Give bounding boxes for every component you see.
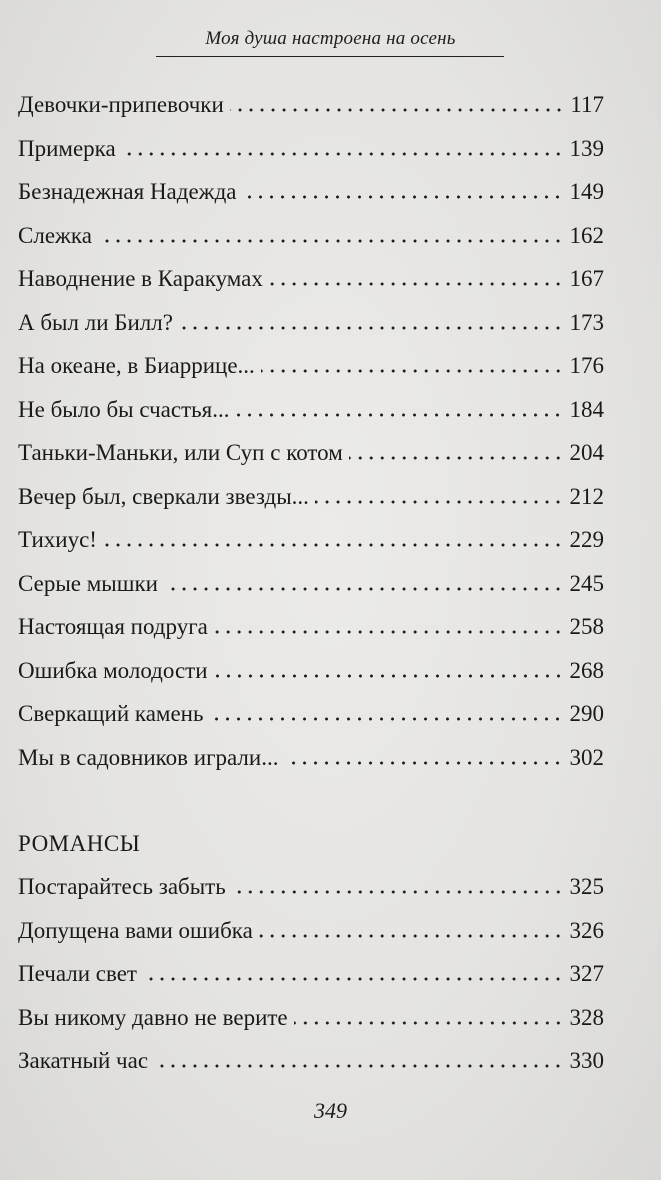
- toc-entry-title: Тихиус!: [18, 527, 97, 552]
- toc-entry-title: Примерка: [18, 135, 116, 161]
- dot-leader: [154, 1064, 563, 1068]
- toc-entry: [18, 692, 604, 736]
- dot-leader: [269, 282, 564, 286]
- dot-leader: [209, 717, 563, 721]
- toc-entry-title: На океане, в Биаррице...: [18, 353, 255, 378]
- toc-entry-page: 212: [569, 483, 604, 509]
- toc-entry-page: 268: [569, 657, 604, 683]
- toc-entry-title: Девочки-припевочки: [18, 92, 224, 117]
- dot-leader: [232, 890, 564, 894]
- dot-leader: [349, 456, 564, 460]
- toc-entry-title: Не было бы счастья...: [18, 396, 230, 422]
- toc-entry-title: Мы в садовников играли...: [18, 744, 279, 770]
- toc-entry-title: Настоящая подруга: [18, 614, 208, 639]
- toc-entry-title: А был ли Билл?: [18, 309, 173, 335]
- toc-entry-title: Таньки-Маньки, или Суп с котом: [18, 440, 343, 465]
- toc-entry-title: Допущена вами ошибка: [18, 917, 253, 943]
- toc-entry: [18, 996, 604, 1040]
- toc-entry-page: 290: [569, 701, 604, 726]
- toc-entry-page: 327: [569, 961, 604, 986]
- toc-entry: [18, 214, 604, 258]
- toc-entry: [18, 127, 604, 171]
- dot-leader: [315, 500, 564, 504]
- toc-entry-page: 176: [569, 353, 604, 378]
- toc-entry: [18, 170, 604, 214]
- dot-leader: [103, 543, 564, 547]
- toc-entry-page: 173: [569, 309, 604, 335]
- toc-entry: [18, 865, 604, 909]
- toc-entry-title: Наводнение в Каракумах: [18, 266, 263, 291]
- toc-entry-page: 328: [569, 1004, 604, 1030]
- toc-list-romances: [18, 865, 604, 1083]
- toc-entry-title: Слежка: [18, 222, 92, 248]
- toc-entry: [18, 518, 604, 562]
- toc-entry: [18, 475, 604, 519]
- dot-leader: [98, 239, 564, 243]
- dot-leader: [179, 326, 564, 330]
- toc-entry-page: 162: [569, 222, 604, 248]
- toc-entry-page: 167: [569, 266, 604, 291]
- dot-leader: [164, 587, 564, 591]
- toc-entry-page: 149: [569, 179, 604, 204]
- toc-entry-page: 258: [569, 614, 604, 639]
- toc-entry: [18, 562, 604, 606]
- toc-entry-page: 139: [569, 135, 604, 161]
- toc-entry-title: Серые мышки: [18, 570, 158, 596]
- toc-entry: [18, 388, 604, 432]
- toc-entry-page: 117: [570, 92, 604, 117]
- toc-entry-page: 229: [569, 527, 604, 552]
- toc-entry-page: 302: [569, 744, 604, 770]
- toc-entry: [18, 952, 604, 996]
- toc-entry: [18, 83, 604, 127]
- dot-leader: [284, 761, 563, 765]
- toc-entry-title: Вечер был, сверкали звезды...: [18, 483, 309, 509]
- toc-entry: [18, 257, 604, 301]
- dot-leader: [214, 630, 564, 634]
- toc-entry-title: Печали свет: [18, 961, 137, 986]
- toc-entry: [18, 909, 604, 953]
- dot-leader: [143, 977, 564, 981]
- toc-entry-page: 325: [569, 874, 604, 899]
- toc-entry-title: Сверкащий камень: [18, 701, 204, 726]
- toc-list-stories: [18, 83, 604, 779]
- toc-entry-title: Постарайтесь забыть: [18, 874, 226, 899]
- dot-leader: [214, 674, 564, 678]
- section-heading: РОМАНСЫ: [18, 831, 141, 856]
- toc-entry-title: Закатный час: [18, 1048, 149, 1073]
- dot-leader: [259, 934, 564, 938]
- toc-entry: [18, 344, 604, 388]
- toc-entry-title: Безнадежная Надежда: [18, 179, 237, 204]
- dot-leader: [235, 413, 563, 417]
- toc-entry-page: 204: [569, 440, 604, 465]
- toc-entry-page: 330: [569, 1048, 604, 1073]
- dot-leader: [230, 108, 565, 112]
- toc-entry-page: 245: [569, 570, 604, 596]
- toc-entry: [18, 736, 604, 780]
- dot-leader: [294, 1021, 564, 1025]
- dot-leader: [261, 369, 564, 373]
- page-number: 349: [314, 1098, 347, 1123]
- toc-entry-title: Ошибка молодости: [18, 657, 208, 683]
- running-head: Моя душа настроена на осень: [205, 28, 456, 49]
- dot-leader: [122, 152, 564, 156]
- toc-entry: [18, 1039, 604, 1083]
- toc-entry-page: 184: [569, 396, 604, 422]
- dot-leader: [242, 195, 563, 199]
- toc-entry: [18, 649, 604, 693]
- toc-entry: [18, 605, 604, 649]
- toc-entry-title: Вы никому давно не верите: [18, 1004, 288, 1030]
- toc-entry: [18, 301, 604, 345]
- toc-entry: [18, 431, 604, 475]
- running-head-rule: [156, 56, 504, 57]
- toc-entry-page: 326: [569, 917, 604, 943]
